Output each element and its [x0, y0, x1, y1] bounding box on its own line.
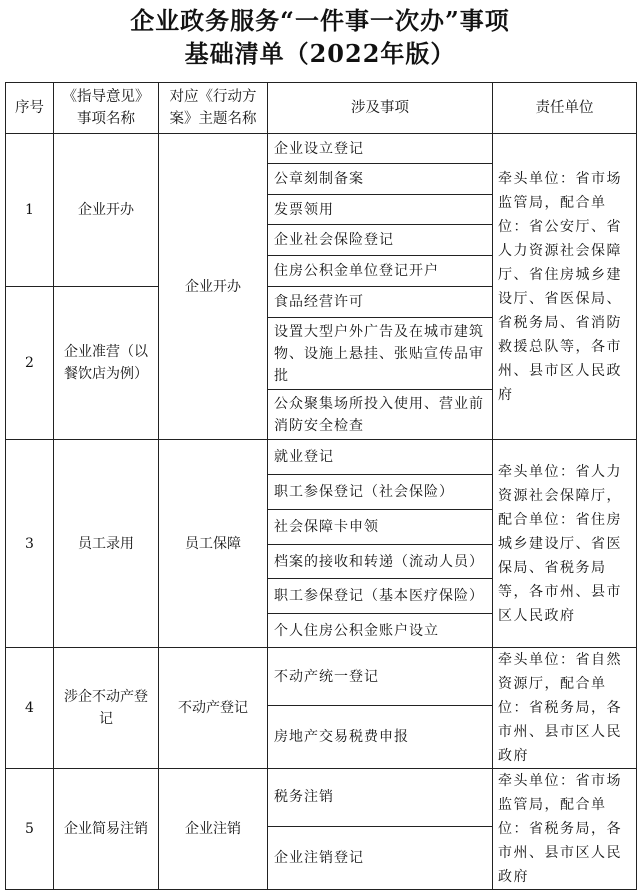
document-title-line2: 基础清单（2022年版） [184, 39, 456, 68]
theme-name: 企业注销 [159, 769, 268, 890]
involved-item: 房地产交易税费申报 [268, 706, 493, 769]
guideline-item-name: 员工录用 [54, 440, 159, 648]
header-theme-name: 对应《行动方案》主题名称 [159, 83, 268, 134]
header-guideline-name: 《指导意见》事项名称 [54, 83, 159, 134]
header-row [6, 83, 637, 134]
involved-item: 企业设立登记 [268, 134, 493, 164]
involved-item: 设置大型户外广告及在城市建筑物、设施上悬挂、张贴宣传品审批 [268, 318, 493, 390]
guideline-item-name: 企业开办 [54, 134, 159, 287]
involved-item: 档案的接收和转递（流动人员） [268, 545, 493, 579]
involved-item: 发票领用 [268, 195, 493, 225]
responsible-unit: 牵头单位：省市场监管局，配合单位：省公安厅、省人力资源社会保障厅、省住房城乡建设厅、省医保局、省税务局、省消防救援总队等，各市州、县市区人民政府 [493, 134, 637, 440]
theme-name: 不动产登记 [159, 648, 268, 769]
involved-item: 就业登记 [268, 440, 493, 475]
guideline-item-name: 企业简易注销 [54, 769, 159, 890]
guideline-item-name: 企业准营（以餐饮店为例） [54, 287, 159, 440]
guideline-item-name: 涉企不动产登记 [54, 648, 159, 769]
involved-item: 公众聚集场所投入使用、营业前消防安全检查 [268, 390, 493, 440]
header-items: 涉及事项 [268, 83, 493, 134]
responsible-unit: 牵头单位：省自然资源厅，配合单位：省税务局，各市州、县市区人民政府 [493, 648, 637, 769]
involved-item: 企业社会保险登记 [268, 225, 493, 256]
involved-item: 公章刻制备案 [268, 164, 493, 195]
involved-item: 个人住房公积金账户设立 [268, 614, 493, 648]
involved-item: 不动产统一登记 [268, 648, 493, 706]
involved-item: 企业注销登记 [268, 826, 493, 889]
header-no: 序号 [6, 83, 54, 134]
involved-item: 职工参保登记（基本医疗保险） [268, 579, 493, 614]
task-list-table [5, 82, 637, 890]
responsible-unit: 牵头单位：省市场监管局，配合单位：省税务局，各市州、县市区人民政府 [493, 769, 637, 890]
involved-item: 食品经营许可 [268, 287, 493, 318]
row-number: 2 [6, 287, 54, 440]
table-row [6, 134, 637, 164]
involved-item: 税务注销 [268, 769, 493, 827]
involved-item: 职工参保登记（社会保险） [268, 475, 493, 510]
row-number: 3 [6, 440, 54, 648]
involved-item: 住房公积金单位登记开户 [268, 256, 493, 287]
header-responsible-unit: 责任单位 [493, 83, 637, 134]
row-number: 1 [6, 134, 54, 287]
theme-name: 企业开办 [159, 134, 268, 440]
row-number: 5 [6, 769, 54, 890]
row-number: 4 [6, 648, 54, 769]
table-row [6, 648, 637, 706]
involved-item: 社会保障卡申领 [268, 510, 493, 545]
document-title-line1: 企业政务服务“一件事一次办”事项 [130, 6, 510, 35]
table-row [6, 440, 637, 475]
table-row [6, 769, 637, 827]
theme-name: 员工保障 [159, 440, 268, 648]
responsible-unit: 牵头单位：省人力资源社会保障厅，配合单位：省住房城乡建设厅、省医保局、省税务局等，各市州、县市区人民政府 [493, 440, 637, 648]
